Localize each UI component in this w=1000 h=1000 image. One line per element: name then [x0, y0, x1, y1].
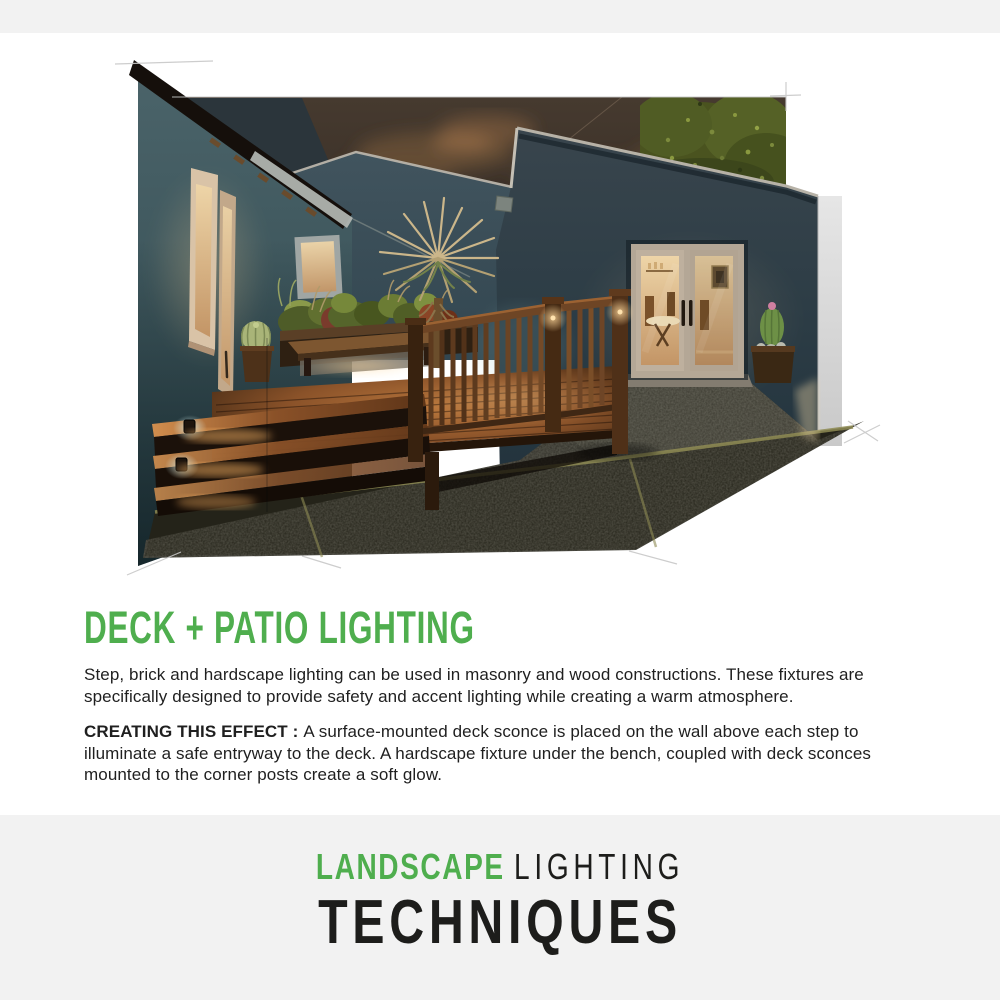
brand-line	[110, 846, 890, 887]
effect-text: A surface-mounted deck sconce is placed on the wall above each step to illuminate a safe entryway to the deck. A hardscape fixture under the bench, coupled with deck sconces mounted to the corner posts create a soft glow.	[84, 722, 871, 784]
step-sconce	[184, 420, 195, 433]
effect-label: CREATING THIS EFFECT :	[84, 722, 299, 741]
page-title: DECK + PATIO LIGHTING	[84, 602, 475, 653]
footer-banner	[0, 815, 1000, 1000]
french-doors	[617, 240, 753, 387]
footer-word-landscape: LANDSCAPE	[315, 846, 505, 887]
footer-word-lighting: LIGHTING	[514, 846, 685, 887]
barrel-cactus-left	[240, 321, 274, 382]
effect-paragraph	[84, 721, 904, 786]
gray-panel	[818, 196, 842, 446]
footer-title: TECHNIQUES	[318, 888, 682, 957]
content-section	[84, 602, 904, 786]
intro-paragraph: Step, brick and hardscape lighting can be used in masonry and wood constructions. These fixtures are specifically designed to provide safety and accent lighting while creating a warm atmosphere.	[84, 665, 864, 706]
